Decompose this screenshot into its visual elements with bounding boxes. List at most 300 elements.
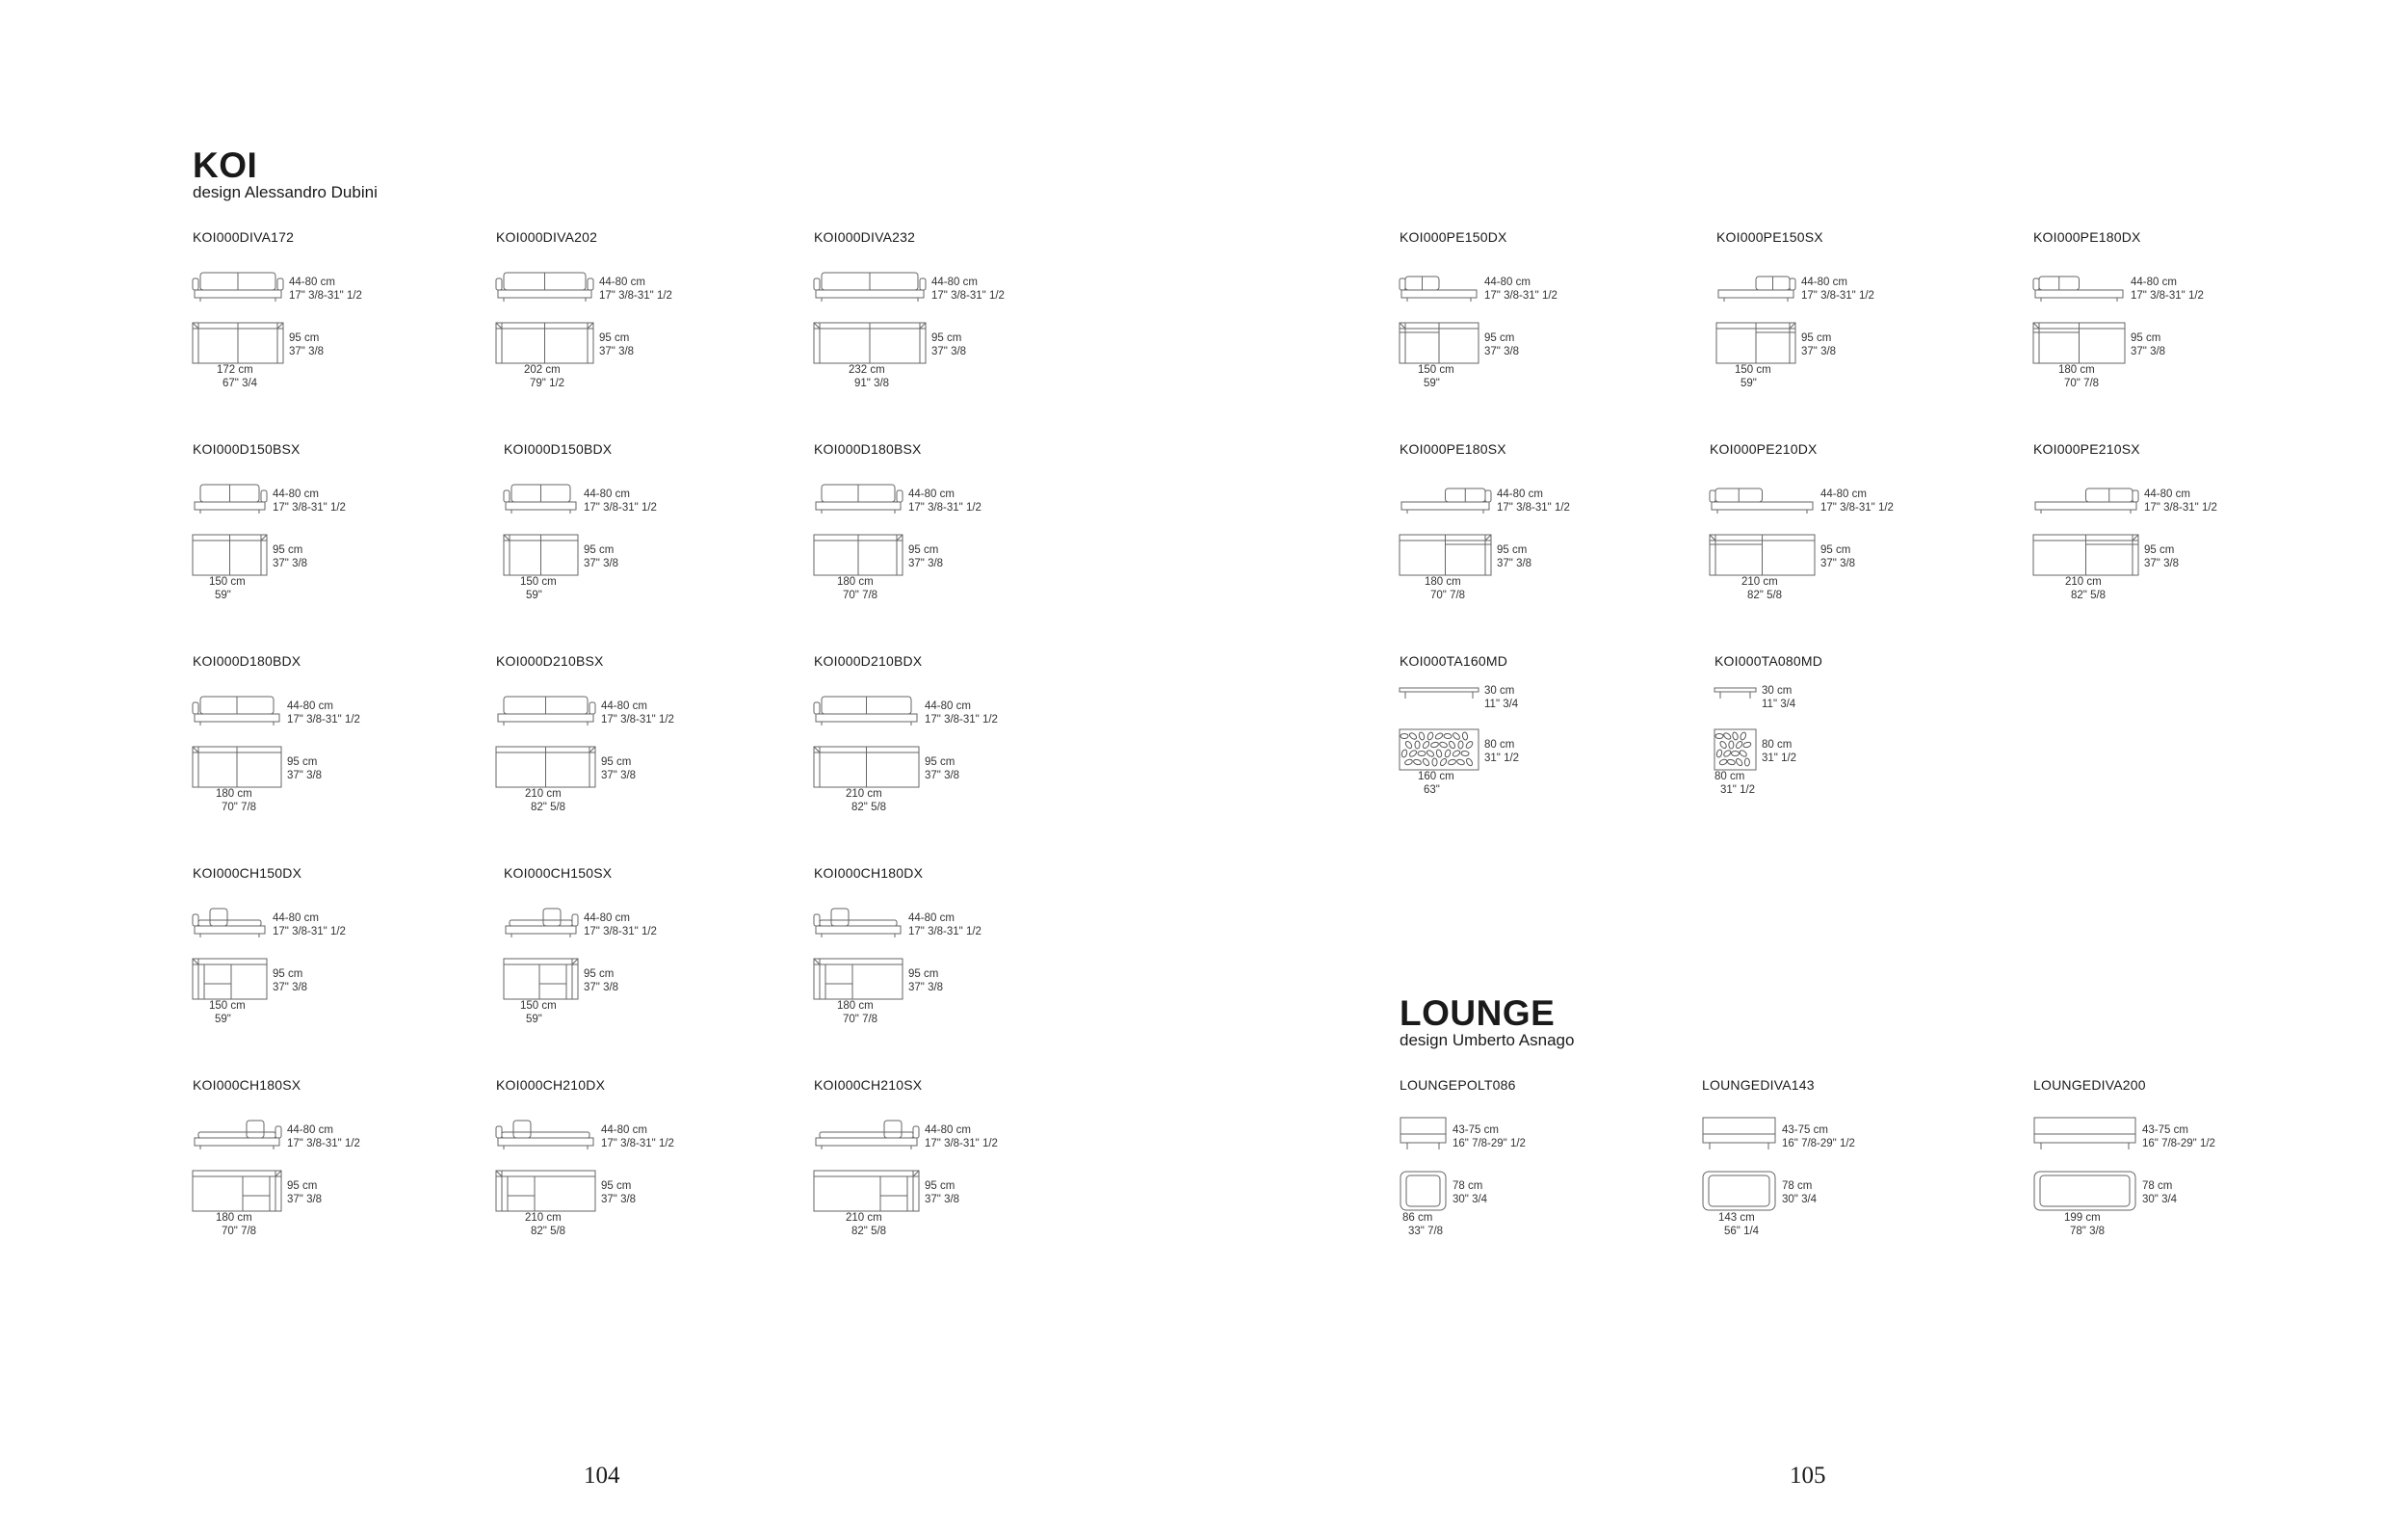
height-dimension <box>1497 488 1570 515</box>
height-in: 17" 3/8-31" 1/2 <box>931 289 1005 302</box>
width-in: 67" 3/4 <box>222 377 258 389</box>
plan-view-drawing <box>1702 1171 1776 1217</box>
width-cm: 199 cm <box>2064 1212 2101 1224</box>
product-code: KOI000CH210DX <box>496 1077 606 1093</box>
width-dimension <box>525 788 565 814</box>
depth-in: 37" 3/8 <box>1820 557 1856 569</box>
depth-cm: 95 cm <box>287 1180 318 1192</box>
plan-view-drawing <box>814 959 903 1005</box>
height-dimension <box>584 912 657 938</box>
height-cm: 44-80 cm <box>908 912 955 924</box>
width-in: 59" <box>1741 377 1757 389</box>
page-number-left: 104 <box>584 1463 620 1489</box>
lounge-brand-title: LOUNGE <box>1400 993 1556 1033</box>
width-in: 70" 7/8 <box>843 1013 878 1025</box>
depth-cm: 95 cm <box>925 756 955 768</box>
width-cm: 150 cm <box>520 576 557 588</box>
height-cm: 44-80 cm <box>601 1124 647 1136</box>
height-in: 16" 7/8-29" 1/2 <box>1782 1137 1855 1149</box>
plan-view-drawing <box>814 535 903 581</box>
plan-view-drawing <box>193 535 267 581</box>
plan-view-drawing <box>1400 535 1491 581</box>
depth-in: 37" 3/8 <box>908 557 944 569</box>
depth-cm: 95 cm <box>2144 544 2175 556</box>
height-dimension <box>2142 1124 2215 1150</box>
height-in: 17" 3/8-31" 1/2 <box>584 925 657 937</box>
front-elevation-drawing <box>504 905 578 939</box>
depth-in: 37" 3/8 <box>931 345 967 357</box>
height-dimension <box>599 277 672 303</box>
width-dimension <box>2064 1212 2105 1238</box>
depth-dimension <box>2142 1180 2177 1206</box>
plan-view-drawing <box>814 323 926 369</box>
width-cm: 86 cm <box>1402 1212 1433 1224</box>
width-cm: 160 cm <box>1418 771 1454 782</box>
depth-in: 37" 3/8 <box>925 769 960 781</box>
width-in: 59" <box>215 589 231 601</box>
height-in: 17" 3/8-31" 1/2 <box>289 289 362 302</box>
plan-view-drawing <box>193 323 283 369</box>
height-dimension <box>1484 277 1557 303</box>
height-dimension <box>287 1124 360 1150</box>
depth-cm: 95 cm <box>1497 544 1528 556</box>
width-dimension <box>1735 364 1771 390</box>
height-cm: 44-80 cm <box>584 488 630 500</box>
height-dimension <box>2144 488 2217 515</box>
front-elevation-drawing <box>1710 481 1815 515</box>
height-in: 17" 3/8-31" 1/2 <box>1484 289 1557 302</box>
width-dimension <box>837 576 877 602</box>
width-dimension <box>1418 364 1454 390</box>
height-in: 17" 3/8-31" 1/2 <box>601 1137 674 1149</box>
plan-view-drawing <box>1716 323 1795 369</box>
width-dimension <box>1741 576 1782 602</box>
width-cm: 202 cm <box>524 364 561 376</box>
height-dimension <box>1762 685 1795 711</box>
depth-dimension <box>287 1180 322 1206</box>
height-cm: 44-80 cm <box>289 277 335 288</box>
width-dimension <box>1714 771 1755 797</box>
front-elevation-drawing <box>193 269 283 304</box>
product-code: KOI000CH180SX <box>193 1077 301 1093</box>
front-elevation-drawing <box>814 1117 919 1151</box>
depth-cm: 95 cm <box>601 756 632 768</box>
depth-cm: 78 cm <box>1782 1180 1813 1192</box>
plan-view-drawing <box>2033 535 2138 581</box>
product-code: KOI000D210BSX <box>496 653 604 669</box>
product-code: KOI000CH210SX <box>814 1077 923 1093</box>
height-dimension <box>1820 488 1894 515</box>
height-cm: 44-80 cm <box>931 277 978 288</box>
height-in: 17" 3/8-31" 1/2 <box>2144 501 2217 514</box>
depth-dimension <box>1762 739 1796 765</box>
width-in: 82" 5/8 <box>851 801 887 813</box>
width-in: 70" 7/8 <box>1430 589 1466 601</box>
width-dimension <box>209 1000 246 1026</box>
depth-cm: 95 cm <box>1801 332 1832 344</box>
width-in: 63" <box>1424 783 1440 796</box>
plan-view-drawing <box>1400 323 1479 369</box>
plan-view-drawing <box>814 747 919 793</box>
height-dimension <box>925 700 998 726</box>
product-code: KOI000CH150DX <box>193 865 302 881</box>
depth-in: 37" 3/8 <box>2131 345 2166 357</box>
depth-dimension <box>2131 332 2165 358</box>
height-cm: 44-80 cm <box>925 1124 971 1136</box>
width-cm: 180 cm <box>2058 364 2095 376</box>
depth-cm: 95 cm <box>599 332 630 344</box>
width-in: 59" <box>1424 377 1440 389</box>
height-cm: 44-80 cm <box>273 912 319 924</box>
depth-dimension <box>1820 544 1855 570</box>
product-code: KOI000CH150SX <box>504 865 613 881</box>
depth-cm: 78 cm <box>2142 1180 2173 1192</box>
plan-view-drawing <box>193 747 281 793</box>
height-cm: 44-80 cm <box>584 912 630 924</box>
front-elevation-drawing <box>2033 269 2125 304</box>
height-dimension <box>601 1124 674 1150</box>
depth-dimension <box>601 1180 636 1206</box>
product-code: KOI000PE180DX <box>2033 229 2141 245</box>
depth-in: 37" 3/8 <box>1801 345 1837 357</box>
width-dimension <box>520 576 557 602</box>
height-cm: 43-75 cm <box>1782 1124 1828 1136</box>
depth-cm: 95 cm <box>289 332 320 344</box>
height-in: 17" 3/8-31" 1/2 <box>1497 501 1570 514</box>
depth-in: 30" 3/4 <box>1453 1193 1488 1205</box>
depth-in: 31" 1/2 <box>1484 752 1520 764</box>
depth-in: 37" 3/8 <box>273 557 308 569</box>
width-in: 79" 1/2 <box>530 377 565 389</box>
depth-cm: 78 cm <box>1453 1180 1483 1192</box>
depth-cm: 95 cm <box>1484 332 1515 344</box>
depth-in: 37" 3/8 <box>599 345 635 357</box>
depth-in: 37" 3/8 <box>584 981 619 993</box>
width-cm: 150 cm <box>1735 364 1771 376</box>
koi-brand-title: KOI <box>193 145 258 185</box>
width-cm: 180 cm <box>216 1212 252 1224</box>
width-dimension <box>216 788 256 814</box>
front-elevation-drawing <box>1400 269 1479 304</box>
plan-view-drawing <box>504 535 578 581</box>
height-dimension <box>273 912 346 938</box>
depth-dimension <box>289 332 324 358</box>
depth-cm: 95 cm <box>601 1180 632 1192</box>
height-in: 17" 3/8-31" 1/2 <box>599 289 672 302</box>
plan-view-drawing <box>193 1171 281 1217</box>
depth-dimension <box>599 332 634 358</box>
height-in: 17" 3/8-31" 1/2 <box>925 713 998 726</box>
depth-in: 30" 3/4 <box>1782 1193 1818 1205</box>
product-code: KOI000TA160MD <box>1400 653 1508 669</box>
width-dimension <box>846 1212 886 1238</box>
width-in: 70" 7/8 <box>2064 377 2100 389</box>
depth-dimension <box>1484 739 1519 765</box>
front-elevation-drawing <box>2033 1117 2136 1151</box>
front-elevation-drawing <box>496 693 595 727</box>
width-dimension <box>525 1212 565 1238</box>
depth-cm: 95 cm <box>273 544 303 556</box>
height-in: 17" 3/8-31" 1/2 <box>584 501 657 514</box>
width-cm: 210 cm <box>525 788 562 800</box>
plan-view-drawing <box>1710 535 1815 581</box>
depth-in: 37" 3/8 <box>287 1193 323 1205</box>
depth-cm: 95 cm <box>1820 544 1851 556</box>
height-in: 17" 3/8-31" 1/2 <box>1801 289 1874 302</box>
plan-view-drawing <box>504 959 578 1005</box>
product-code: LOUNGEDIVA200 <box>2033 1077 2146 1093</box>
height-cm: 43-75 cm <box>2142 1124 2188 1136</box>
depth-dimension <box>1453 1180 1487 1206</box>
height-in: 17" 3/8-31" 1/2 <box>925 1137 998 1149</box>
depth-in: 37" 3/8 <box>1497 557 1532 569</box>
height-in: 16" 7/8-29" 1/2 <box>1453 1137 1526 1149</box>
width-in: 82" 5/8 <box>531 801 566 813</box>
depth-in: 31" 1/2 <box>1762 752 1797 764</box>
width-cm: 232 cm <box>849 364 885 376</box>
depth-dimension <box>2144 544 2179 570</box>
height-in: 16" 7/8-29" 1/2 <box>2142 1137 2215 1149</box>
depth-in: 37" 3/8 <box>2144 557 2180 569</box>
height-dimension <box>601 700 674 726</box>
width-in: 82" 5/8 <box>1747 589 1783 601</box>
depth-in: 37" 3/8 <box>925 1193 960 1205</box>
front-elevation-drawing <box>1702 1117 1776 1151</box>
width-in: 31" 1/2 <box>1720 783 1756 796</box>
width-in: 59" <box>215 1013 231 1025</box>
height-in: 11" 3/4 <box>1484 698 1519 710</box>
height-dimension <box>1801 277 1874 303</box>
height-in: 17" 3/8-31" 1/2 <box>908 925 982 937</box>
depth-cm: 95 cm <box>584 544 615 556</box>
height-dimension <box>273 488 346 515</box>
depth-dimension <box>1484 332 1519 358</box>
depth-in: 37" 3/8 <box>1484 345 1520 357</box>
width-cm: 210 cm <box>2065 576 2102 588</box>
koi-designer: design Alessandro Dubini <box>193 183 378 201</box>
width-dimension <box>837 1000 877 1026</box>
width-dimension <box>209 576 246 602</box>
depth-in: 37" 3/8 <box>601 769 637 781</box>
height-in: 17" 3/8-31" 1/2 <box>2131 289 2204 302</box>
width-cm: 143 cm <box>1718 1212 1755 1224</box>
width-dimension <box>520 1000 557 1026</box>
height-cm: 44-80 cm <box>925 700 971 712</box>
width-in: 33" 7/8 <box>1408 1225 1444 1237</box>
height-cm: 44-80 cm <box>1497 488 1543 500</box>
width-dimension <box>1718 1212 1759 1238</box>
depth-cm: 95 cm <box>273 968 303 980</box>
height-cm: 30 cm <box>1762 685 1793 697</box>
front-elevation-drawing <box>1400 1117 1447 1151</box>
product-code: KOI000CH180DX <box>814 865 924 881</box>
width-dimension <box>2058 364 2099 390</box>
product-code: KOI000D150BSX <box>193 441 301 457</box>
depth-cm: 95 cm <box>908 544 939 556</box>
width-in: 70" 7/8 <box>222 801 257 813</box>
height-cm: 44-80 cm <box>287 700 333 712</box>
plan-view-drawing <box>1714 729 1756 776</box>
height-in: 17" 3/8-31" 1/2 <box>287 1137 360 1149</box>
width-cm: 180 cm <box>837 1000 874 1012</box>
depth-dimension <box>908 544 943 570</box>
width-cm: 150 cm <box>1418 364 1454 376</box>
width-cm: 150 cm <box>209 1000 246 1012</box>
height-dimension <box>287 700 360 726</box>
width-in: 70" 7/8 <box>222 1225 257 1237</box>
product-code: LOUNGEPOLT086 <box>1400 1077 1516 1093</box>
plan-view-drawing <box>496 323 593 369</box>
depth-in: 37" 3/8 <box>289 345 325 357</box>
width-dimension <box>846 788 886 814</box>
front-elevation-drawing <box>193 693 281 727</box>
depth-in: 37" 3/8 <box>287 769 323 781</box>
depth-dimension <box>287 756 322 782</box>
plan-view-drawing <box>1400 729 1479 776</box>
width-cm: 210 cm <box>525 1212 562 1224</box>
product-code: KOI000PE210SX <box>2033 441 2140 457</box>
depth-dimension <box>908 968 943 994</box>
product-code: KOI000D180BSX <box>814 441 922 457</box>
page-number-right: 105 <box>1790 1463 1826 1489</box>
plan-view-drawing <box>1400 1171 1447 1217</box>
depth-dimension <box>273 968 307 994</box>
front-elevation-drawing <box>1400 685 1479 720</box>
depth-dimension <box>1801 332 1836 358</box>
depth-dimension <box>925 1180 959 1206</box>
width-dimension <box>216 1212 256 1238</box>
width-in: 78" 3/8 <box>2070 1225 2106 1237</box>
height-cm: 44-80 cm <box>273 488 319 500</box>
depth-cm: 95 cm <box>2131 332 2161 344</box>
front-elevation-drawing <box>193 905 267 939</box>
height-cm: 44-80 cm <box>287 1124 333 1136</box>
plan-view-drawing <box>496 1171 595 1217</box>
plan-view-drawing <box>2033 1171 2136 1217</box>
depth-dimension <box>1782 1180 1817 1206</box>
depth-dimension <box>273 544 307 570</box>
front-elevation-drawing <box>193 481 267 515</box>
width-in: 82" 5/8 <box>2071 589 2107 601</box>
product-code: KOI000TA080MD <box>1714 653 1823 669</box>
width-dimension <box>1418 771 1454 797</box>
product-code: KOI000PE180SX <box>1400 441 1506 457</box>
product-code: KOI000PE210DX <box>1710 441 1818 457</box>
height-dimension <box>2131 277 2204 303</box>
depth-cm: 95 cm <box>584 968 615 980</box>
depth-dimension <box>925 756 959 782</box>
height-dimension <box>1453 1124 1526 1150</box>
width-in: 82" 5/8 <box>531 1225 566 1237</box>
depth-in: 37" 3/8 <box>584 557 619 569</box>
plan-view-drawing <box>193 959 267 1005</box>
depth-dimension <box>1497 544 1531 570</box>
height-in: 17" 3/8-31" 1/2 <box>273 501 346 514</box>
front-elevation-drawing <box>814 693 919 727</box>
product-code: KOI000DIVA172 <box>193 229 295 245</box>
width-cm: 180 cm <box>216 788 252 800</box>
plan-view-drawing <box>814 1171 919 1217</box>
height-dimension <box>925 1124 998 1150</box>
width-dimension <box>2065 576 2106 602</box>
width-cm: 210 cm <box>1741 576 1778 588</box>
product-code: KOI000PE150DX <box>1400 229 1507 245</box>
width-in: 56" 1/4 <box>1724 1225 1760 1237</box>
width-dimension <box>849 364 889 390</box>
height-cm: 44-80 cm <box>908 488 955 500</box>
front-elevation-drawing <box>496 269 593 304</box>
width-dimension <box>217 364 257 390</box>
depth-cm: 95 cm <box>287 756 318 768</box>
product-code: KOI000D150BDX <box>504 441 613 457</box>
front-elevation-drawing <box>1716 269 1795 304</box>
width-dimension <box>1402 1212 1443 1238</box>
front-elevation-drawing <box>1400 481 1491 515</box>
height-dimension <box>584 488 657 515</box>
width-cm: 210 cm <box>846 1212 882 1224</box>
width-in: 59" <box>526 589 542 601</box>
height-in: 17" 3/8-31" 1/2 <box>273 925 346 937</box>
height-cm: 44-80 cm <box>1801 277 1847 288</box>
depth-cm: 95 cm <box>931 332 962 344</box>
depth-dimension <box>601 756 636 782</box>
width-dimension <box>524 364 564 390</box>
front-elevation-drawing <box>504 481 578 515</box>
width-cm: 180 cm <box>837 576 874 588</box>
width-cm: 150 cm <box>520 1000 557 1012</box>
plan-view-drawing <box>2033 323 2125 369</box>
front-elevation-drawing <box>814 905 903 939</box>
front-elevation-drawing <box>496 1117 595 1151</box>
height-cm: 44-80 cm <box>599 277 645 288</box>
width-in: 91" 3/8 <box>854 377 890 389</box>
front-elevation-drawing <box>193 1117 281 1151</box>
product-code: KOI000DIVA202 <box>496 229 598 245</box>
front-elevation-drawing <box>814 269 926 304</box>
width-cm: 210 cm <box>846 788 882 800</box>
lounge-designer: design Umberto Asnago <box>1400 1031 1575 1049</box>
product-code: KOI000PE150SX <box>1716 229 1823 245</box>
height-dimension <box>908 488 982 515</box>
front-elevation-drawing <box>814 481 903 515</box>
depth-dimension <box>584 544 618 570</box>
width-cm: 180 cm <box>1425 576 1461 588</box>
height-dimension <box>289 277 362 303</box>
depth-in: 37" 3/8 <box>908 981 944 993</box>
width-in: 82" 5/8 <box>851 1225 887 1237</box>
depth-dimension <box>931 332 966 358</box>
width-in: 70" 7/8 <box>843 589 878 601</box>
height-cm: 44-80 cm <box>601 700 647 712</box>
depth-in: 30" 3/4 <box>2142 1193 2178 1205</box>
depth-cm: 80 cm <box>1484 739 1515 751</box>
width-in: 59" <box>526 1013 542 1025</box>
product-code: KOI000D180BDX <box>193 653 301 669</box>
depth-cm: 95 cm <box>908 968 939 980</box>
height-dimension <box>1782 1124 1855 1150</box>
height-dimension <box>931 277 1005 303</box>
depth-cm: 80 cm <box>1762 739 1793 751</box>
height-in: 17" 3/8-31" 1/2 <box>601 713 674 726</box>
depth-in: 37" 3/8 <box>273 981 308 993</box>
depth-cm: 95 cm <box>925 1180 955 1192</box>
width-cm: 172 cm <box>217 364 253 376</box>
front-elevation-drawing <box>2033 481 2138 515</box>
height-in: 17" 3/8-31" 1/2 <box>908 501 982 514</box>
height-cm: 43-75 cm <box>1453 1124 1499 1136</box>
height-cm: 44-80 cm <box>1820 488 1867 500</box>
height-cm: 44-80 cm <box>1484 277 1531 288</box>
